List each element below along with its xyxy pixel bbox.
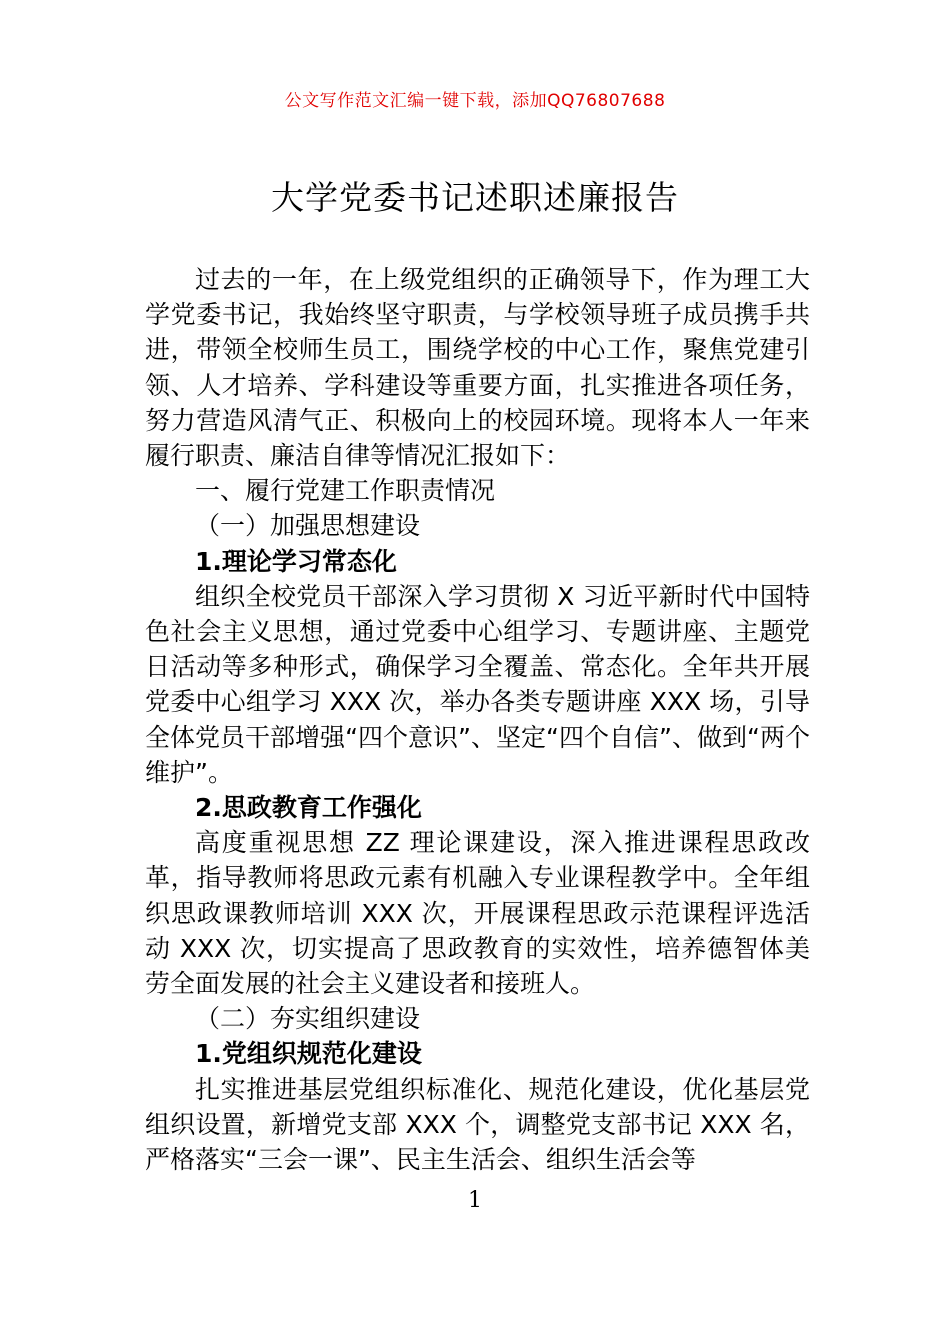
section-heading-1: 一、履行党建工作职责情况	[195, 476, 496, 506]
item-heading-1: 1.理论学习常态化	[195, 546, 397, 576]
subsection-heading-1: （一）加强思想建设	[195, 511, 421, 541]
item-body-2: 高度重视思想 ZZ 理论课建设，深入推进课程思政改革，指导教师将思政元素有机融入专业课程教学中。全年组织思政课教师培训 XXX 次，开展课程思政示范课程评选活动 XXX 次，切实提高了思政教育的实效性，培养德智体美劳全面发展的社会主义建设者和接班人。	[145, 828, 810, 999]
item-heading-2: 2.思政教育工作强化	[195, 793, 422, 823]
item-body-1: 组织全校党员干部深入学习贯彻 X 习近平新时代中国特色社会主义思想，通过党委中心组学习、专题讲座、主题党日活动等多种形式，确保学习全覆盖、常态化。全年共开展党委中心组学习 XXX 次，举办各类专题讲座 XXX 场，引导全体党员干部增强“四个意识”、坚定“四个自信”、做到“两个维护”。	[145, 581, 810, 787]
header-download-note: 公文写作范文汇编一键下载，添加QQ76807688	[284, 91, 666, 111]
item-heading-3: 1.党组织规范化建设	[195, 1039, 422, 1069]
subsection-heading-2: （二）夯实组织建设	[195, 1004, 421, 1034]
item-body-3: 扎实推进基层党组织标准化、规范化建设，优化基层党组织设置，新增党支部 XXX 个，调整党支部书记 XXX 名，严格落实“三会一课”、民主生活会、组织生活会等	[145, 1074, 810, 1175]
document-body	[145, 262, 810, 1177]
page-number: 1	[468, 1188, 482, 1213]
page-title: 大学党委书记述职述廉报告	[271, 178, 679, 217]
intro-paragraph: 过去的一年，在上级党组织的正确领导下，作为理工大学党委书记，我始终坚守职责，与学校领导班子成员携手共进，带领全校师生员工，围绕学校的中心工作，聚焦党建引领、人才培养、学科建设等重要方面，扎实推进各项任务，努力营造风清气正、积极向上的校园环境。现将本人一年来履行职责、廉洁自律等情况汇报如下：	[145, 265, 810, 471]
